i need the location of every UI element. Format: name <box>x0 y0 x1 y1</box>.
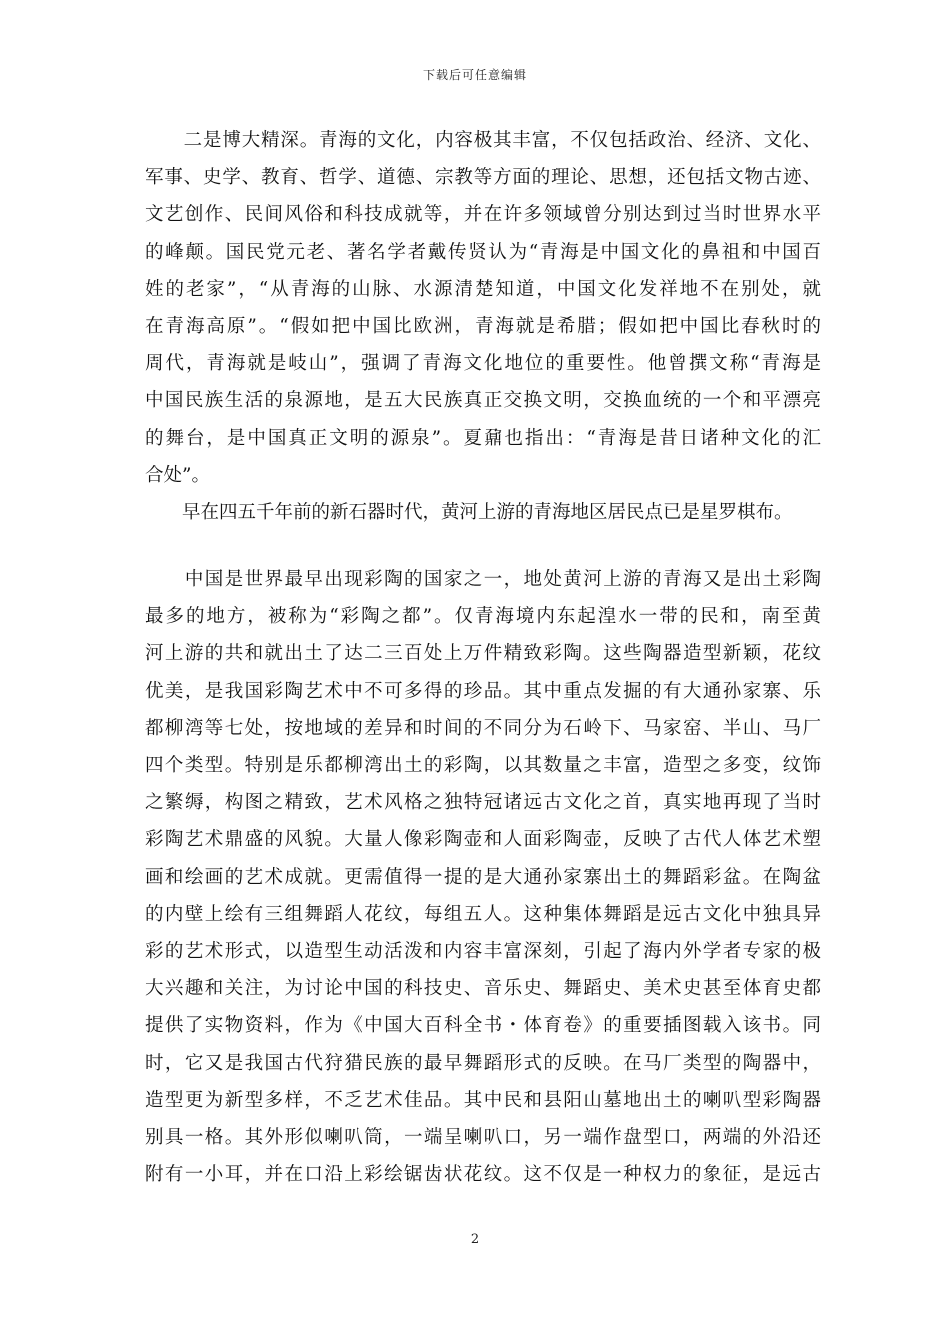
text-line: 都柳湾等七处，按地域的差异和时间的不同分为石岭下、马家窑、半山、马厂 <box>145 717 821 739</box>
text-line: 附有一小耳，并在口沿上彩绘锯齿状花纹。这不仅是一种权力的象征，是远古 <box>145 1164 821 1186</box>
document-body <box>145 122 821 1193</box>
text-line: 姓的老家”，“从青海的山脉、水源清楚知道，中国文化发祥地不在别处，就 <box>145 278 821 300</box>
text-line: 造型更为新型多样，不乏艺术佳品。其中民和县阳山墓地出土的喇叭型彩陶器 <box>145 1089 821 1111</box>
text-line: 提供了实物资料，作为《中国大百科全书・体育卷》的重要插图载入该书。同 <box>145 1015 821 1037</box>
text-line: 别具一格。其外形似喇叭筒，一端呈喇叭口，另一端作盘型口，两端的外沿还 <box>145 1126 821 1148</box>
text-line: 的舞台，是中国真正文明的源泉”。夏鼐也指出：“青海是昔日诸种文化的汇 <box>145 427 821 449</box>
text-line: 优美，是我国彩陶艺术中不可多得的珍品。其中重点发掘的有大通孙家寨、乐 <box>145 680 821 702</box>
text-line: 彩陶艺术鼎盛的风貌。大量人像彩陶壶和人面彩陶壶，反映了古代人体艺术塑 <box>145 829 821 851</box>
text-line: 大兴趣和关注，为讨论中国的科技史、音乐史、舞蹈史、美术史甚至体育史都 <box>145 978 821 1000</box>
text-line: 时，它又是我国古代狩猎民族的最早舞蹈形式的反映。在马厂类型的陶器中， <box>145 1052 821 1074</box>
text-line: 二是博大精深。青海的文化，内容极其丰富，不仅包括政治、经济、文化、 <box>145 130 821 151</box>
text-line: 的峰颠。国民党元老、著名学者戴传贤认为“青海是中国文化的鼻祖和中国百 <box>145 241 821 263</box>
text-line: 河上游的共和就出土了达二三百处上万件精致彩陶。这些陶器造型新颖，花纹 <box>145 643 821 665</box>
text-line: 中国是世界最早出现彩陶的国家之一，地处黄河上游的青海又是出土彩陶 <box>145 569 821 591</box>
text-line: 之繁缛，构图之精致，艺术风格之独特冠诸远古文化之首，真实地再现了当时 <box>145 792 821 814</box>
page-header: 下载后可任意编辑 <box>422 68 527 82</box>
paragraph-painted-pottery <box>145 561 821 1193</box>
text-line: 最多的地方，被称为“彩陶之都”。仅青海境内东起湟水一带的民和，南至黄 <box>145 606 821 628</box>
text-line: 彩的艺术形式，以造型生动活泼和内容丰富深刻，引起了海内外学者专家的极 <box>145 940 821 962</box>
text-line: 中国民族生活的泉源地，是五大民族真正交换文明，交换血统的一个和平漂亮 <box>145 390 821 412</box>
text-line: 四个类型。特别是乐都柳湾出土的彩陶，以其数量之丰富，造型之多变，纹饰 <box>145 755 821 776</box>
paragraph-gap <box>145 531 821 561</box>
text-line: 合处”。 <box>145 464 210 486</box>
text-line: 画和绘画的艺术成就。更需值得一提的是大通孙家寨出土的舞蹈彩盆。在陶盆 <box>145 866 821 888</box>
text-line: 文艺创作、民间风俗和科技成就等，并在许多领域曾分别达到过当时世界水平 <box>145 204 821 226</box>
text-line: 的内壁上绘有三组舞蹈人花纹，每组五人。这种集体舞蹈是远古文化中独具异 <box>145 903 821 925</box>
text-line: 早在四五千年前的新石器时代，黄河上游的青海地区居民点已是星罗棋布。 <box>145 501 793 523</box>
text-line: 在青海高原”。“假如把中国比欧洲，青海就是希腊；假如把中国比春秋时的 <box>145 315 821 337</box>
paragraph-neolithic <box>145 494 821 531</box>
page-number: 2 <box>470 1232 480 1247</box>
text-line: 军事、史学、教育、哲学、道德、宗教等方面的理论、思想，还包括文物古迹、 <box>145 167 821 189</box>
paragraph-culture-depth <box>145 122 821 494</box>
text-line: 周代，青海就是岐山”，强调了青海文化地位的重要性。他曾撰文称“青海是 <box>145 353 821 375</box>
